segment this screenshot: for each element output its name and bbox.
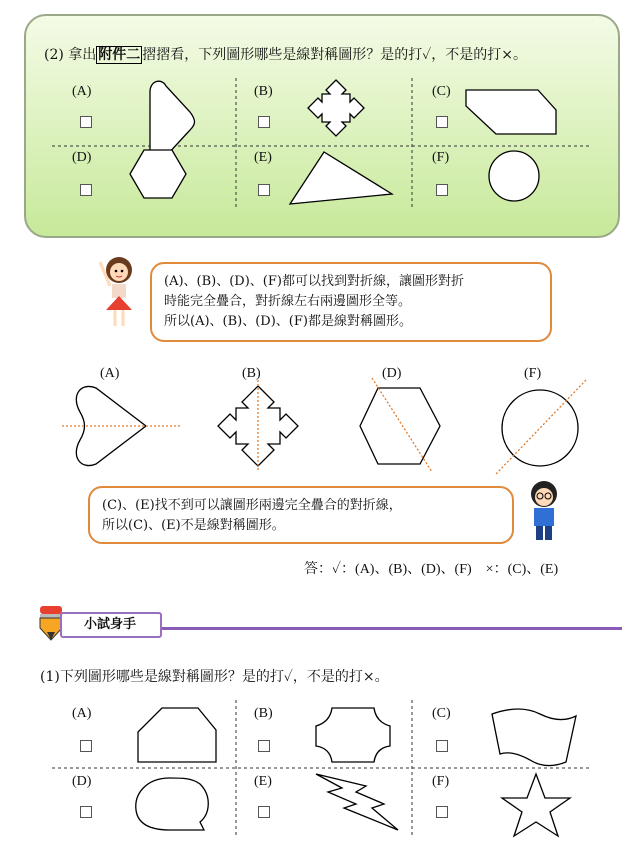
practice-checkbox-d[interactable] [80,806,92,818]
diagram-label-d: (D) [382,366,402,381]
answer-text: 答：✓：(A)、(B)、(D)、(F) ×：(C)、(E) [304,562,559,577]
practice-checkbox-c[interactable] [436,740,448,752]
diagram-label-a: (A) [100,366,120,381]
practice-checkbox-e[interactable] [258,806,270,818]
question-suffix: 摺摺看，下列圖形哪些是線對稱圖形？是的打✓，不是的打×。 [142,47,528,63]
label-f: (F) [432,150,450,165]
explanation2-line: (C)、(E)找不到可以讓圖形兩邊完全疊合的對折線， [102,498,402,513]
girl-illustration [94,252,144,332]
attachment-label: 附件二 [98,47,141,63]
shape-circle [489,151,539,201]
checkbox-d[interactable] [80,184,92,196]
diagram-hexagon [360,388,440,464]
practice-label-b: (B) [254,706,273,721]
explanation-bubble-2 [88,486,514,544]
practice-label-f: (F) [432,774,450,789]
checkbox-e[interactable] [258,184,270,196]
shape-triangle [290,152,392,204]
practice-label-a: (A) [72,706,92,721]
practice-label-c: (C) [432,706,451,721]
label-a: (A) [72,84,92,99]
explanation1-line: 所以(A)、(B)、(D)、(F)都是線對稱圖形。 [164,314,412,329]
section-divider [162,627,622,630]
practice-checkbox-f[interactable] [436,806,448,818]
practice-question-text: (1)下列圖形哪些是線對稱圖形？是的打✓，不是的打×。 [40,669,389,685]
practice-label-e: (E) [254,774,272,789]
label-d: (D) [72,150,92,165]
shape-cross [308,80,364,136]
practice-checkbox-a[interactable] [80,740,92,752]
diagram-circle [502,390,578,466]
practice-shape-lightning [316,774,398,830]
checkbox-b[interactable] [258,116,270,128]
checkbox-f[interactable] [436,184,448,196]
shape-hexagon [130,150,186,198]
question-prefix: (2) 拿出 [44,47,97,63]
checkbox-a[interactable] [80,116,92,128]
checkbox-c[interactable] [436,116,448,128]
explanation1-line: (A)、(B)、(D)、(F)都可以找到對折線，讓圖形對折 [164,274,464,289]
boy-illustration [522,478,566,548]
explanation-bubble-1 [150,262,552,342]
practice-shape-blob [136,778,208,830]
shape-irregular-pentagon [466,90,556,134]
practice-grid [0,690,642,864]
practice-shape-concave-square [316,708,390,762]
section-title: 小試身手 [60,612,162,638]
practice-shape-star [502,774,570,836]
shape-heart [150,81,195,160]
label-c: (C) [432,84,451,99]
practice-checkbox-b[interactable] [258,740,270,752]
practice-shape-pentagon [138,708,216,762]
practice-shape-flag [492,709,576,766]
explanation1-line: 時能完全疊合，對折線左右兩邊圖形全等。 [164,294,412,309]
diagram-label-b: (B) [242,366,261,381]
diagram-label-f: (F) [524,366,542,381]
label-b: (B) [254,84,273,99]
label-e: (E) [254,150,272,165]
practice-label-d: (D) [72,774,92,789]
fold-line-diagrams [0,360,642,480]
explanation2-line: 所以(C)、(E)不是線對稱圖形。 [102,518,285,533]
